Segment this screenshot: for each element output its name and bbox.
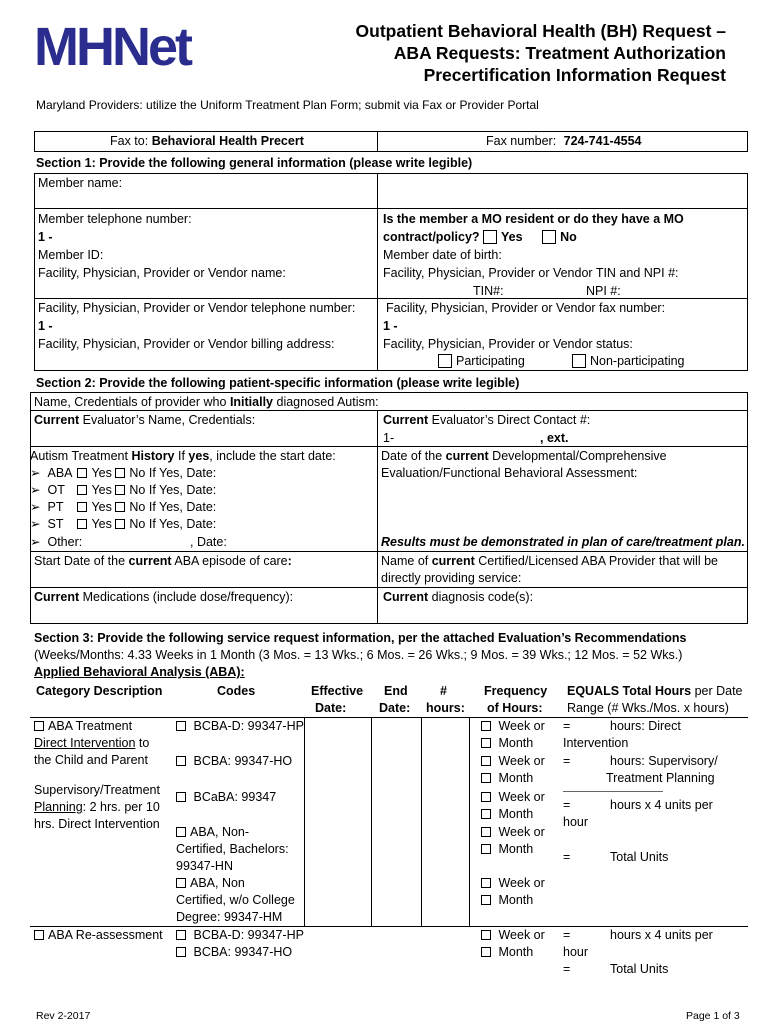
section3-heading: Section 3: Provide the following service request information, per the attached Evaluation’s Recommendations: [34, 631, 687, 645]
cat-aba-treatment[interactable]: ABA Treatment: [34, 718, 132, 735]
evaluator-contact-ext: , ext.: [540, 431, 569, 445]
col-hours-2: hours:: [426, 701, 465, 715]
treatment-history-label: Autism Treatment History If yes, include the start date:: [30, 449, 336, 463]
col-category: Category Description: [36, 684, 163, 698]
freq-week-checkbox[interactable]: [481, 756, 491, 766]
therapy-pt: ➢ PT Yes No If Yes, Date:: [30, 500, 217, 514]
st-yes-checkbox[interactable]: [77, 519, 87, 529]
evaluator-contact-field[interactable]: Current Evaluator’s Direct Contact #:: [383, 413, 591, 427]
title-line-2: ABA Requests: Treatment Authorization: [393, 43, 726, 63]
eq-super-hours[interactable]: hours: Supervisory/: [610, 754, 718, 768]
aba-treatment-checkbox[interactable]: [34, 721, 44, 731]
freq-month-4[interactable]: Month: [481, 841, 533, 858]
arrow-bullet-icon: ➢: [30, 517, 41, 531]
eq-direct-line2: Intervention: [563, 736, 629, 750]
participating-option[interactable]: Participating: [438, 353, 525, 370]
title-line-3: Precertification Information Request: [423, 65, 726, 85]
freq-month-5[interactable]: Month: [481, 892, 533, 909]
diagnosed-by-field[interactable]: Name, Credentials of provider who Initially diagnosed Autism:: [34, 395, 379, 409]
code-aba-noncert-nocollege-line2: Certified, w/o College: [176, 893, 295, 907]
therapy-other-date[interactable]: , Date:: [190, 535, 227, 549]
therapy-st: ➢ ST Yes No If Yes, Date:: [30, 517, 217, 531]
freq-week-4[interactable]: Week or: [481, 824, 545, 841]
freq-month-checkbox[interactable]: [481, 895, 491, 905]
freq-week-checkbox[interactable]: [481, 878, 491, 888]
freq-month-2[interactable]: Month: [481, 770, 533, 787]
code-aba-noncert-bach-checkbox[interactable]: [176, 827, 186, 837]
fax-to: Fax to: Behavioral Health Precert: [110, 134, 304, 148]
freq-month-3[interactable]: Month: [481, 806, 533, 823]
mo-question-line2: contract/policy? Yes No: [383, 230, 577, 244]
code-aba-noncert-bach[interactable]: ABA, Non-: [176, 824, 249, 841]
code-aba-noncert-bach-line2: Certified, Bachelors:: [176, 842, 289, 856]
freq-month-checkbox[interactable]: [481, 809, 491, 819]
non-participating-checkbox[interactable]: [572, 354, 586, 368]
member-name-field[interactable]: Member name:: [38, 176, 123, 190]
member-phone-prefix: 1 -: [38, 230, 53, 244]
weeks-note: (Weeks/Months: 4.33 Weeks in 1 Month (3 Mos. = 13 Wks.; 6 Mos. = 26 Wks.; 9 Mos. = 39 Wks.; 12 Mos. = 52 Wks.): [34, 648, 683, 662]
diagnosis-codes-field[interactable]: Current diagnosis code(s):: [383, 590, 534, 604]
arrow-bullet-icon: ➢: [30, 466, 41, 480]
code-bcba[interactable]: BCBA: 99347-HO: [176, 753, 292, 770]
fax-number: Fax number: 724-741-4554: [486, 134, 642, 148]
facility-name-field[interactable]: Facility, Physician, Provider or Vendor name:: [38, 266, 286, 280]
col-equals: EQUALS Total Hours per Date: [567, 684, 743, 698]
eq-r-hour: hour: [563, 945, 589, 959]
code-aba-noncert-nocollege-line3: Degree: 99347-HM: [176, 910, 283, 924]
col-equals-2: Range (# Wks./Mos. x hours): [567, 701, 729, 715]
freq-week-r[interactable]: Week or: [481, 927, 545, 944]
maryland-note: Maryland Providers: utilize the Uniform Treatment Plan Form; submit via Fax or Provider Portal: [36, 98, 539, 112]
tin-npi-field[interactable]: Facility, Physician, Provider or Vendor TIN and NPI #:: [383, 266, 679, 280]
col-end-2: Date:: [379, 701, 411, 715]
freq-week-5[interactable]: Week or: [481, 875, 545, 892]
eq-super: =: [563, 754, 571, 768]
code-bcba-d-checkbox[interactable]: [176, 721, 186, 731]
freq-week-checkbox[interactable]: [481, 930, 491, 940]
aba-provider-field-line2: directly providing service:: [381, 571, 522, 585]
freq-month-checkbox[interactable]: [481, 947, 491, 957]
code-bcaba-checkbox[interactable]: [176, 792, 186, 802]
code-aba-noncert-nocollege-checkbox[interactable]: [176, 878, 186, 888]
title-line-1: Outpatient Behavioral Health (BH) Request –: [355, 21, 726, 41]
npi-label[interactable]: NPI #:: [586, 284, 621, 298]
results-note: Results must be demonstrated in plan of care/treatment plan.: [381, 535, 745, 549]
eq-units: =: [563, 798, 571, 812]
eq-r-total-text[interactable]: Total Units: [610, 962, 669, 976]
participating-checkbox[interactable]: [438, 354, 452, 368]
col-end: End: [384, 684, 408, 698]
cat-supervisory-line3: hrs. Direct Intervention: [34, 817, 160, 831]
eq-r-units: =: [563, 928, 571, 942]
aba-title: Applied Behavioral Analysis (ABA):: [34, 665, 245, 679]
eval-date-field-line2: Evaluation/Functional Behavioral Assessment:: [381, 466, 638, 480]
tin-label[interactable]: TIN#:: [473, 284, 504, 298]
eq-r-total: =: [563, 962, 571, 976]
cat-supervisory-line2: Planning: 2 hrs. per 10: [34, 800, 160, 814]
eq-total-text[interactable]: Total Units: [610, 850, 669, 864]
col-frequency: Frequency: [484, 684, 548, 698]
col-hours: #: [440, 684, 447, 698]
code-r-bcba-d[interactable]: BCBA-D: 99347-HP: [176, 927, 304, 944]
eq-super-line2: Treatment Planning: [606, 771, 715, 785]
therapy-aba: ➢ ABA Yes No If Yes, Date:: [30, 466, 217, 480]
facility-phone-field[interactable]: Facility, Physician, Provider or Vendor telephone number:: [38, 301, 356, 315]
ot-no-checkbox[interactable]: [115, 485, 125, 495]
provider-status-label: Facility, Physician, Provider or Vendor status:: [383, 337, 633, 351]
code-r-bcba[interactable]: BCBA: 99347-HO: [176, 944, 292, 961]
mhnet-logo: MHNet: [34, 17, 190, 77]
aba-no-checkbox[interactable]: [115, 468, 125, 478]
code-aba-noncert-bach-line3: 99347-HN: [176, 859, 233, 873]
aba-start-date-field[interactable]: Start Date of the current ABA episode of care:: [34, 554, 292, 568]
eq-direct: =: [563, 719, 571, 733]
non-participating-option[interactable]: Non-participating: [572, 353, 685, 370]
col-effective: Effective: [311, 684, 364, 698]
code-r-bcba-d-checkbox[interactable]: [176, 930, 186, 940]
aba-yes-checkbox[interactable]: [77, 468, 87, 478]
facility-phone-prefix: 1 -: [38, 319, 53, 333]
eq-units-text[interactable]: hours x 4 units per: [610, 798, 713, 812]
eq-r-units-text[interactable]: hours x 4 units per: [610, 928, 713, 942]
revision-label: Rev 2-2017: [36, 1010, 91, 1022]
facility-fax-prefix: 1 -: [383, 319, 398, 333]
arrow-bullet-icon: ➢: [30, 483, 41, 497]
member-phone-field[interactable]: Member telephone number:: [38, 212, 192, 226]
facility-fax-field[interactable]: Facility, Physician, Provider or Vendor fax number:: [386, 301, 666, 315]
medications-field[interactable]: Current Medications (include dose/frequency):: [34, 590, 294, 604]
freq-month-r[interactable]: Month: [481, 944, 533, 961]
cat-supervisory: Supervisory/Treatment: [34, 783, 160, 797]
aba-provider-field[interactable]: Name of current Certified/Licensed ABA Provider that will be: [381, 554, 718, 568]
freq-week-2[interactable]: Week or: [481, 753, 545, 770]
freq-month-checkbox[interactable]: [481, 844, 491, 854]
ot-yes-checkbox[interactable]: [77, 485, 87, 495]
page-number: Page 1 of 3: [686, 1010, 740, 1022]
arrow-bullet-icon: ➢: [30, 500, 41, 514]
therapy-ot: ➢ OT Yes No If Yes, Date:: [30, 483, 217, 497]
st-no-checkbox[interactable]: [115, 519, 125, 529]
eq-units-hour: hour: [563, 815, 589, 829]
cat-aba-treatment-line2: Direct Intervention to: [34, 736, 150, 750]
freq-week-checkbox[interactable]: [481, 827, 491, 837]
freq-week-checkbox[interactable]: [481, 792, 491, 802]
col-effective-2: Date:: [315, 701, 347, 715]
col-frequency-2: of Hours:: [487, 701, 543, 715]
form-title: [306, 20, 726, 86]
freq-week-checkbox[interactable]: [481, 721, 491, 731]
code-aba-noncert-nocollege[interactable]: ABA, Non: [176, 875, 245, 892]
code-bcba-d[interactable]: BCBA-D: 99347-HP: [176, 718, 304, 735]
mo-yes-checkbox[interactable]: [483, 230, 497, 244]
freq-week-3[interactable]: Week or: [481, 789, 545, 806]
member-id-field[interactable]: Member ID:: [38, 248, 104, 262]
freq-month-1[interactable]: Month: [481, 735, 533, 752]
section1-heading: Section 1: Provide the following general information (please write legible): [36, 156, 473, 170]
eq-direct-hours[interactable]: hours: Direct: [610, 719, 681, 733]
therapy-other[interactable]: ➢ Other:: [30, 535, 83, 549]
dob-field[interactable]: Member date of birth:: [383, 248, 502, 262]
section2-heading: Section 2: Provide the following patient-specific information (please write legible): [36, 376, 520, 390]
freq-month-checkbox[interactable]: [481, 738, 491, 748]
mo-no-checkbox[interactable]: [542, 230, 556, 244]
code-r-bcba-checkbox[interactable]: [176, 947, 186, 957]
eval-date-field[interactable]: Date of the current Developmental/Comprehensive: [381, 449, 667, 463]
eq-total: =: [563, 850, 571, 864]
cat-aba-treatment-line3: the Child and Parent: [34, 753, 148, 767]
col-codes: Codes: [217, 684, 256, 698]
freq-week-1[interactable]: Week or: [481, 718, 545, 735]
evaluator-name-field[interactable]: Current Evaluator’s Name, Credentials:: [34, 413, 256, 427]
mo-question: Is the member a MO resident or do they have a MO: [383, 212, 684, 226]
arrow-bullet-icon: ➢: [30, 535, 41, 549]
pt-no-checkbox[interactable]: [115, 502, 125, 512]
code-bcba-checkbox[interactable]: [176, 756, 186, 766]
cat-reassessment[interactable]: ABA Re-assessment: [34, 927, 163, 944]
evaluator-contact-prefix: 1-: [383, 431, 395, 445]
billing-address-field[interactable]: Facility, Physician, Provider or Vendor billing address:: [38, 337, 335, 351]
freq-month-checkbox[interactable]: [481, 773, 491, 783]
pt-yes-checkbox[interactable]: [77, 502, 87, 512]
reassessment-checkbox[interactable]: [34, 930, 44, 940]
code-bcaba[interactable]: BCaBA: 99347: [176, 789, 276, 806]
